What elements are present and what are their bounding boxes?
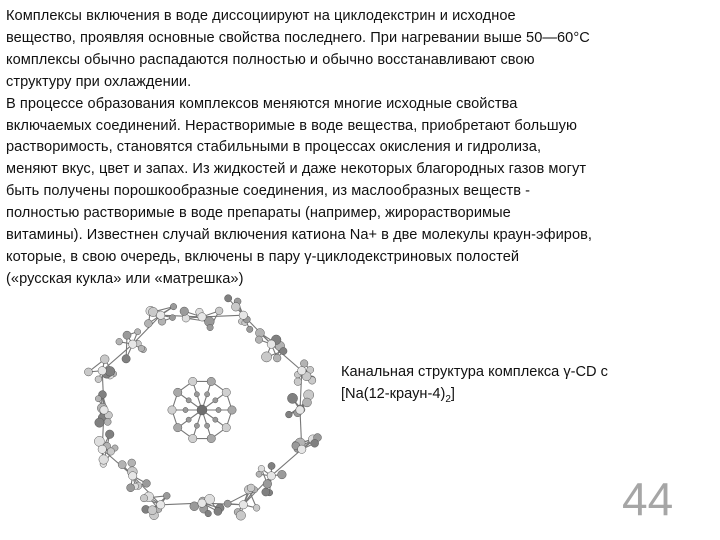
text-line: быть получены порошкообразные соединения, из маслообразных веществ -	[6, 183, 531, 200]
text-line: В процессе образования комплексов меняются многие исходные свойства	[6, 95, 518, 112]
figure-caption	[341, 361, 671, 411]
text-line: меняют вкус, цвет и запах. Из жидкостей и даже некоторых благородных газов могут	[6, 161, 587, 178]
caption-line-1: Канальная структура комплекса γ-CD с	[341, 364, 608, 380]
text-line: включаемых соединений. Нерастворимые в воде вещества, приобретают большую	[6, 117, 577, 134]
caption-subscript: 2	[445, 393, 451, 405]
text-line: Комплексы включения в воде диссоциируют на циклодекстрин и исходное	[6, 8, 516, 24]
paragraph-2	[6, 94, 706, 291]
text-line: комплексы обычно распадаются полностью и обычно восстанавливают свою	[6, 51, 535, 68]
text-line: полностью растворимые в воде препараты (например, жирорастворимые	[6, 205, 511, 222]
cyclodextrin-complex-illustration	[72, 288, 332, 532]
page-number: 44	[622, 473, 674, 525]
text-line: («русская кукла» или «матрешка»)	[6, 270, 244, 287]
body-text	[6, 6, 706, 291]
molecular-structure-image	[72, 288, 332, 532]
text-line: растворимость, становятся стабильными в процессах окисления и гидролиза,	[6, 139, 542, 156]
text-line: вещество, проявляя основные свойства последнего. При нагревании выше 50—60°С	[6, 29, 590, 46]
caption-line-2: $[Na(12-краун-4)_2]$	[341, 386, 455, 405]
paragraph-1	[6, 6, 706, 94]
text-line: которые, в свою очередь, включены в пару γ-циклодекстриновых полостей	[6, 248, 520, 265]
text-line: структуру при охлаждении.	[6, 73, 192, 90]
text-line: витамины). Известнен случай включения катиона Na+ в две молекулы краун-эфиров,	[6, 227, 593, 244]
